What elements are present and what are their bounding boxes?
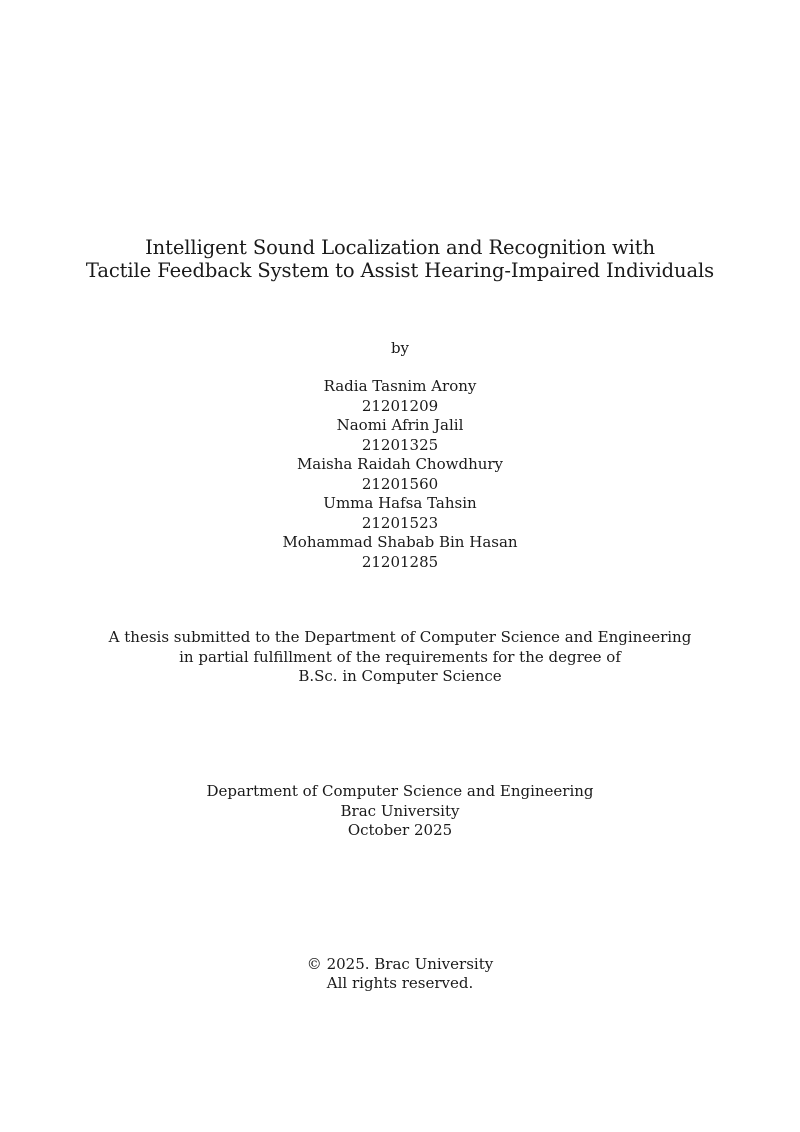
author-name: Naomi Afrin Jalil xyxy=(336,416,464,434)
author-id: 21201560 xyxy=(361,475,439,493)
author-id: 21201523 xyxy=(361,514,439,532)
author-id: 21201285 xyxy=(361,553,439,571)
submission-line-1: A thesis submitted to the Department of Computer Science and Engineering xyxy=(108,628,692,646)
author-name: Mohammad Shabab Bin Hasan xyxy=(282,533,518,551)
degree-name: B.Sc. in Computer Science xyxy=(298,667,502,685)
author-name: Umma Hafsa Tahsin xyxy=(323,494,477,512)
submission-line-2: in partial fulfillment of the requirements for the degree of xyxy=(179,648,621,666)
author-id: 21201325 xyxy=(361,436,439,454)
university-name: Brac University xyxy=(340,802,460,820)
rights-line: All rights reserved. xyxy=(326,974,474,992)
copyright-line: © 2025. Brac University xyxy=(306,955,494,973)
submission-date: October 2025 xyxy=(347,821,453,839)
by-label: by xyxy=(390,339,410,357)
title-line-2: Tactile Feedback System to Assist Hearing-Impaired Individuals xyxy=(85,259,715,282)
author-id: 21201209 xyxy=(361,397,439,415)
author-name: Maisha Raidah Chowdhury xyxy=(296,455,504,473)
department-name: Department of Computer Science and Engineering xyxy=(206,782,594,800)
author-name: Radia Tasnim Arony xyxy=(323,377,477,395)
title-line-1: Intelligent Sound Localization and Recognition with xyxy=(145,236,655,259)
